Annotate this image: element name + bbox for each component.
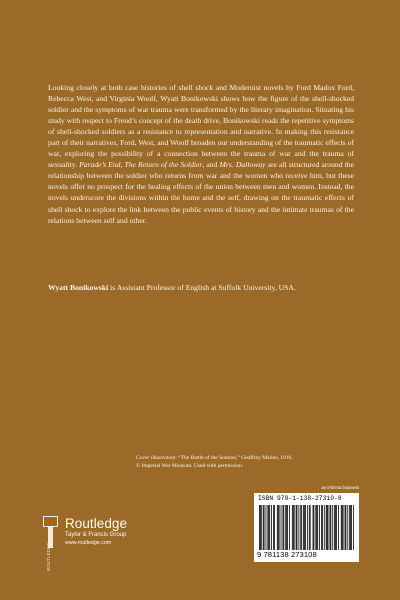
barcode-bar (274, 505, 275, 550)
barcode-bar (287, 505, 288, 550)
barcode-bar (264, 505, 265, 550)
barcode-bar (294, 505, 295, 550)
barcode-bar (268, 505, 269, 550)
barcode-bar (346, 505, 347, 550)
barcode-bar (345, 505, 346, 550)
publisher-name: Routledge (65, 516, 127, 531)
description-text-part-1: Looking closely at both case histories of shell shock and Modernist novels by Ford Madox Ford, Rebecca West, and Virginia Woolf, Wyatt Bonikowski shows how the figure of the shell-shocked soldier and the symptoms of war trauma were transformed by the literary imagination. Situating his study with respect to Freud’s concept of the death drive, Bonikowski reads the repetitive symptoms of shell-shocked soldiers as a resistance to representation and narrative. In making this resistance part of their narratives, Ford, West, and Woolf broaden our understanding of the traumatic effects of war, exploring the possibility of a connection between the trauma of war and the trauma of sexuality. (48, 83, 354, 170)
barcode-bar (259, 505, 260, 550)
novel-title-mrs-dalloway: Mrs. Dalloway (219, 160, 266, 170)
barcode-bar (332, 505, 333, 550)
barcode-bar (324, 505, 325, 550)
barcode-bar (326, 505, 327, 550)
isbn-label: ISBN 978-1-138-27310-8 (258, 495, 342, 502)
informa-business-label: an informa business (321, 485, 359, 490)
barcode-bar (261, 505, 262, 550)
barcode-bar (305, 505, 306, 550)
barcode-bar (322, 505, 323, 550)
cover-illustration-title: : “The Battle of the Somme,” Geoffrey Malins, 1916. (175, 455, 293, 461)
barcode-number: 9 781138 273108 (257, 550, 317, 559)
description-text-part-2: are all structured around the relationship between the soldier who returns from war and the women who receive him, but these novels offer no prospect for the healing effects of the union between men and women. Instead, the novels underscore the divisions within the home and the self, drawing on the traumatic effects of shell shock to explore the link between the public events of history and the intimate traumas of the relations between self and other. (48, 160, 354, 225)
barcode-bar (350, 505, 351, 550)
barcode-bar (260, 505, 261, 550)
barcode-bar (316, 505, 317, 550)
barcode-bar (307, 505, 308, 550)
barcode-bar (330, 505, 331, 550)
barcode-bar (283, 505, 284, 550)
barcode-area (254, 485, 359, 563)
barcode-bar (315, 505, 316, 550)
barcode-bar (271, 505, 272, 550)
barcode-bar (349, 505, 350, 550)
barcode-bar (301, 505, 302, 550)
barcode-bar (342, 505, 343, 550)
cover-illustration-rights: © Imperial War Museum. Used with permission. (136, 463, 244, 469)
barcode-bar (279, 505, 280, 550)
barcode-bar (313, 505, 314, 550)
cover-illustration-credit (136, 454, 306, 470)
barcode-bar (300, 505, 301, 550)
barcode-bar (338, 505, 339, 550)
publisher-group: Taylor & Francis Group (65, 532, 127, 538)
barcode-bar (336, 505, 337, 550)
novel-titles-parades-end-return-of-soldier: Parade’s End, The Return of the Soldier (79, 160, 203, 170)
isbn-barcode (254, 493, 359, 562)
barcode-bar (334, 505, 335, 550)
routledge-vertical-logo-text: ROUTLEDGE (46, 542, 51, 571)
barcode-bar (309, 505, 310, 550)
cover-illustration-label: Cover illustration (136, 455, 176, 461)
barcode-bar (347, 505, 348, 550)
barcode-bar (327, 505, 328, 550)
author-name: Wyatt Bonikowski (48, 283, 109, 292)
barcode-bar (321, 505, 322, 550)
barcode-bar (297, 505, 298, 550)
barcode-bar (317, 505, 318, 550)
barcode-bar (293, 505, 294, 550)
barcode-bar (289, 505, 290, 550)
barcode-bar (304, 505, 305, 550)
barcode-bar (267, 505, 268, 550)
barcode-bar (277, 505, 278, 550)
barcode-bars (259, 505, 354, 550)
barcode-bar (273, 505, 274, 550)
barcode-bar (266, 505, 267, 550)
barcode-bar (299, 505, 300, 550)
publisher-url: www.routledge.com (65, 540, 112, 546)
barcode-bar (353, 505, 354, 550)
barcode-bar (310, 505, 311, 550)
barcode-bar (263, 505, 264, 550)
author-bio-text: is Assistant Professor of English at Suffolk University, USA. (108, 283, 296, 292)
barcode-bar (319, 505, 320, 550)
barcode-bar (341, 505, 342, 550)
barcode-bar (285, 505, 286, 550)
barcode-bar (328, 505, 329, 550)
barcode-bar (330, 505, 331, 550)
barcode-bar (281, 505, 282, 550)
barcode-bar (283, 505, 284, 550)
barcode-bar (296, 505, 297, 550)
barcode-bar (314, 505, 315, 550)
barcode-bar (343, 505, 344, 550)
barcode-bar (335, 505, 336, 550)
barcode-bar (269, 505, 270, 550)
barcode-bar (286, 505, 287, 550)
book-description (48, 82, 354, 226)
barcode-bar (351, 505, 352, 550)
description-connector: , and (202, 160, 220, 170)
publisher-logo-block (43, 512, 188, 571)
barcode-bar (278, 505, 279, 550)
barcode-bar (292, 505, 293, 550)
author-bio (48, 282, 358, 293)
barcode-bar (303, 505, 304, 550)
